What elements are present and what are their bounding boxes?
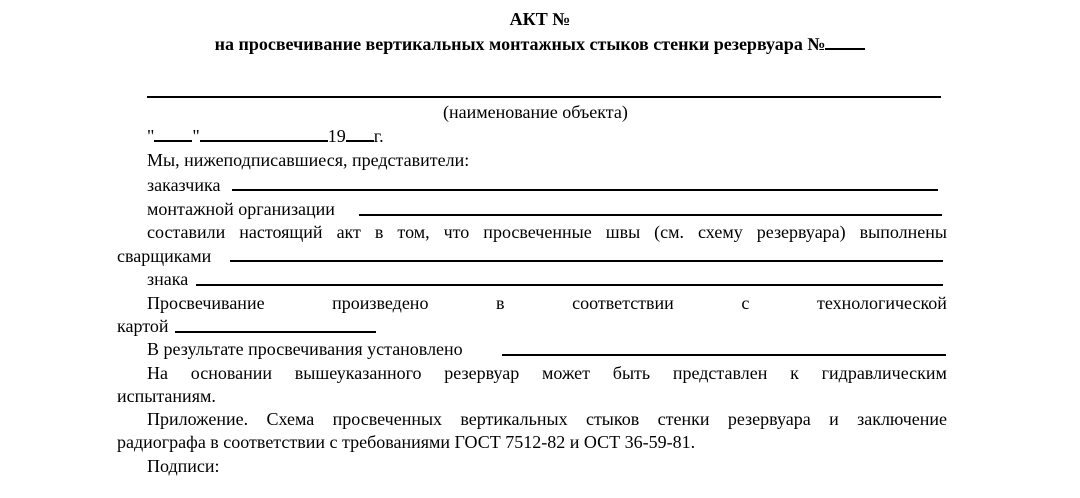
intro-text: Мы, нижеподписавшиеся, представители: [147, 150, 470, 170]
word: в [496, 293, 505, 313]
day-field[interactable] [154, 126, 192, 142]
result-field[interactable] [502, 354, 946, 356]
word: гидравлическим [821, 363, 947, 383]
welders-field[interactable] [230, 260, 943, 262]
org-field[interactable] [359, 214, 942, 216]
word: вышеуказанного [294, 363, 422, 383]
word: представлен [672, 363, 768, 383]
word: с [741, 293, 750, 313]
date-line [147, 126, 384, 147]
word: к [790, 363, 799, 383]
org-label: монтажной организации [147, 199, 335, 219]
compiled-text: составили настоящий акт в том, что просвеченные швы (см. схему резервуара) выполнены [147, 222, 947, 242]
quote-open: " [147, 126, 155, 146]
word: произведено [332, 293, 429, 313]
act-subtitle [0, 34, 1080, 55]
object-name-field[interactable] [147, 96, 941, 98]
year-suffix: г. [373, 126, 384, 146]
word: Приложение. [147, 409, 249, 429]
act-title: АКТ № [509, 9, 571, 29]
act-subtitle-text: на просвечивание вертикальных монтажных стыков стенки резервуара № [214, 34, 826, 54]
word: может [542, 363, 591, 383]
appendix-line2: радиографа в соответствии с требованиями ГОСТ 7512-82 и ОСТ 36-59-81. [117, 432, 696, 452]
word: и [829, 409, 839, 429]
signatures-label: Подписи: [147, 456, 220, 476]
quote-close: " [192, 126, 200, 146]
object-name-caption: (наименование объекта) [443, 102, 628, 122]
tank-number-field[interactable] [825, 34, 865, 50]
word: вертикальных [460, 409, 568, 429]
word: просвеченных [332, 409, 443, 429]
card-label: картой [117, 316, 169, 336]
word: резервуара [727, 409, 811, 429]
word: основании [190, 363, 272, 383]
year-field[interactable] [346, 126, 374, 142]
word: быть [612, 363, 651, 383]
word: резервуар [444, 363, 520, 383]
word: заключение [857, 409, 947, 429]
word: Схема [266, 409, 315, 429]
appendix-line [147, 409, 947, 430]
xray-line [147, 293, 947, 314]
word: Просвечивание [147, 293, 265, 313]
word: стыков [585, 409, 640, 429]
result-label: В результате просвечивания установлено [147, 339, 463, 359]
card-field[interactable] [175, 331, 376, 333]
year-prefix: 19 [327, 126, 346, 146]
customer-field[interactable] [232, 189, 938, 191]
basis-line [147, 363, 947, 384]
basis-line2: испытаниям. [117, 386, 216, 406]
mark-field[interactable] [196, 284, 943, 286]
customer-label: заказчика [147, 175, 221, 195]
mark-label: знака [147, 269, 189, 289]
word: технологической [816, 293, 947, 313]
welders-label: сварщиками [117, 246, 212, 266]
month-field[interactable] [200, 126, 328, 142]
word: На [147, 363, 168, 383]
word: соответствии [572, 293, 674, 313]
word: стенки [657, 409, 710, 429]
